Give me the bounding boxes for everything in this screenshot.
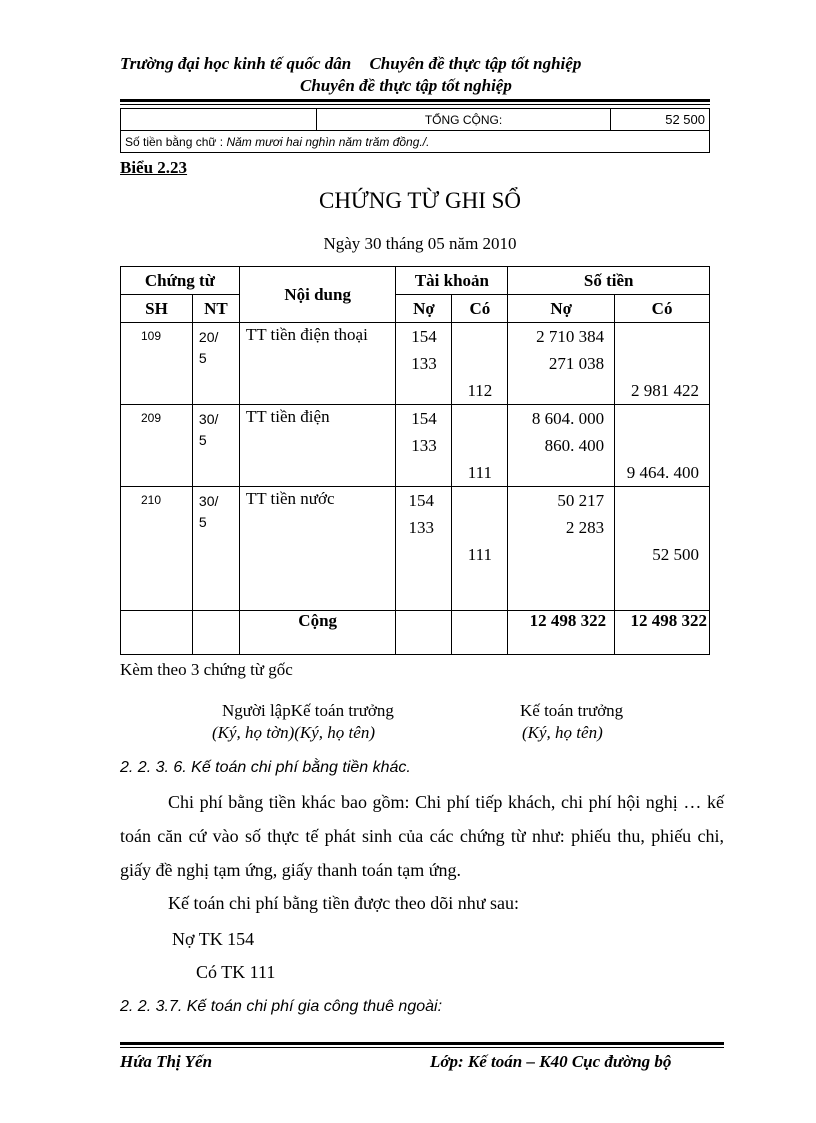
previous-table-fragment [120, 108, 710, 153]
total-row [121, 611, 710, 655]
row-tk-co: 112 [452, 323, 508, 405]
header-st-no: Nợ [508, 295, 615, 323]
row-nt: 20/ 5 [192, 323, 239, 405]
header-noi-dung: Nội dung [239, 267, 396, 323]
paragraph-2: Kế toán chi phí bằng tiền được theo dõi như sau: [168, 893, 519, 913]
row-nt: 30/ 5 [192, 405, 239, 487]
row-content: TT tiền điện [239, 405, 396, 487]
header-tai-khoan: Tài khoản [396, 267, 508, 295]
figure-label: Biểu 2.23 [120, 158, 188, 177]
total-row-co: 12 498 322 [615, 611, 710, 655]
row-tk-co: 111 [452, 405, 508, 487]
header-rule-thin [120, 104, 710, 105]
table-row [121, 405, 710, 487]
footer-rule [120, 1042, 724, 1045]
row-sh: 210 [121, 487, 193, 611]
document-date: Ngày 30 tháng 05 năm 2010 [323, 234, 517, 253]
section-heading-7: 2. 2. 3.7. Kế toán chi phí gia công thuê ngoài: [120, 998, 443, 1015]
header-st-co: Có [615, 295, 710, 323]
row-content: TT tiền nước [239, 487, 396, 611]
header-chung-tu: Chứng từ [121, 267, 240, 295]
row-amount-co: 2 981 422 [615, 323, 710, 405]
voucher-table [120, 266, 710, 655]
attachment-note: Kèm theo 3 chứng từ gốc [120, 660, 293, 679]
row-amount-co: 52 500 [615, 487, 710, 611]
topic-title: Chuyên đề thực tập tốt nghiệp [300, 76, 512, 95]
header-tk-no: Nợ [396, 295, 452, 323]
footer-rule-thin [120, 1047, 724, 1048]
row-tk-no: 154 133 [396, 405, 452, 487]
header-sh: SH [121, 295, 193, 323]
row-sh: 209 [121, 405, 193, 487]
row-tk-no: 154 133 [396, 487, 452, 611]
signature-left: Người lậpKế toán trưởng [222, 701, 394, 720]
header-tk-co: Có [452, 295, 508, 323]
table-row [121, 323, 710, 405]
row-amount-no: 2 710 384 271 038 [508, 323, 615, 405]
topic-right: Chuyên đề thực tập tốt nghiệp [369, 54, 582, 73]
footer-author: Hứa Thị Yến [120, 1052, 213, 1071]
total-row-no: 12 498 322 [508, 611, 615, 655]
document-title: CHỨNG TỪ GHI SỔ [318, 188, 522, 213]
header-nt: NT [192, 295, 239, 323]
school-name: Trường đại học kinh tế quốc dân [120, 54, 352, 73]
section-heading-6: 2. 2. 3. 6. Kế toán chi phí bằng tiền khác. [120, 759, 411, 776]
paragraph-1: Chi phí bằng tiền khác bao gồm: Chi phí tiếp khách, chi phí hội nghị … kế toán căn cứ vào số thực tế phát sinh của các chứng từ như: phiếu thu, phiếu chi, giấy đề nghị tạm ứng, giấy thanh toán tạm ứng. [120, 792, 724, 880]
entry-debit: Nợ TK 154 [172, 929, 255, 949]
row-amount-co: 9 464. 400 [615, 405, 710, 487]
row-amount-no: 50 217 2 283 [508, 487, 615, 611]
total-label: TỔNG CỘNG: [317, 109, 611, 131]
row-tk-no: 154 133 [396, 323, 452, 405]
row-tk-co: 111 [452, 487, 508, 611]
entry-credit: Có TK 111 [196, 962, 276, 982]
footer-class: Lớp: Kế toán – K40 Cục đường bộ [430, 1052, 672, 1071]
amount-in-words: Số tiền bằng chữ : Năm mươi hai nghìn năm trăm đồng./. [121, 131, 710, 153]
row-nt: 30/ 5 [192, 487, 239, 611]
total-row-label: Cộng [239, 611, 396, 655]
row-amount-no: 8 604. 000 860. 400 [508, 405, 615, 487]
signature-right: Kế toán trưởng [520, 701, 624, 720]
signature-left-sub: (Ký, họ tờn)(Ký, họ tên) [212, 723, 375, 742]
table-row [121, 487, 710, 611]
total-value: 52 500 [611, 109, 710, 131]
row-content: TT tiền điện thoại [239, 323, 396, 405]
row-sh: 109 [121, 323, 193, 405]
signature-right-sub: (Ký, họ tên) [522, 723, 603, 742]
header-so-tien: Số tiền [508, 267, 710, 295]
page-header [120, 54, 740, 74]
header-rule [120, 99, 710, 102]
